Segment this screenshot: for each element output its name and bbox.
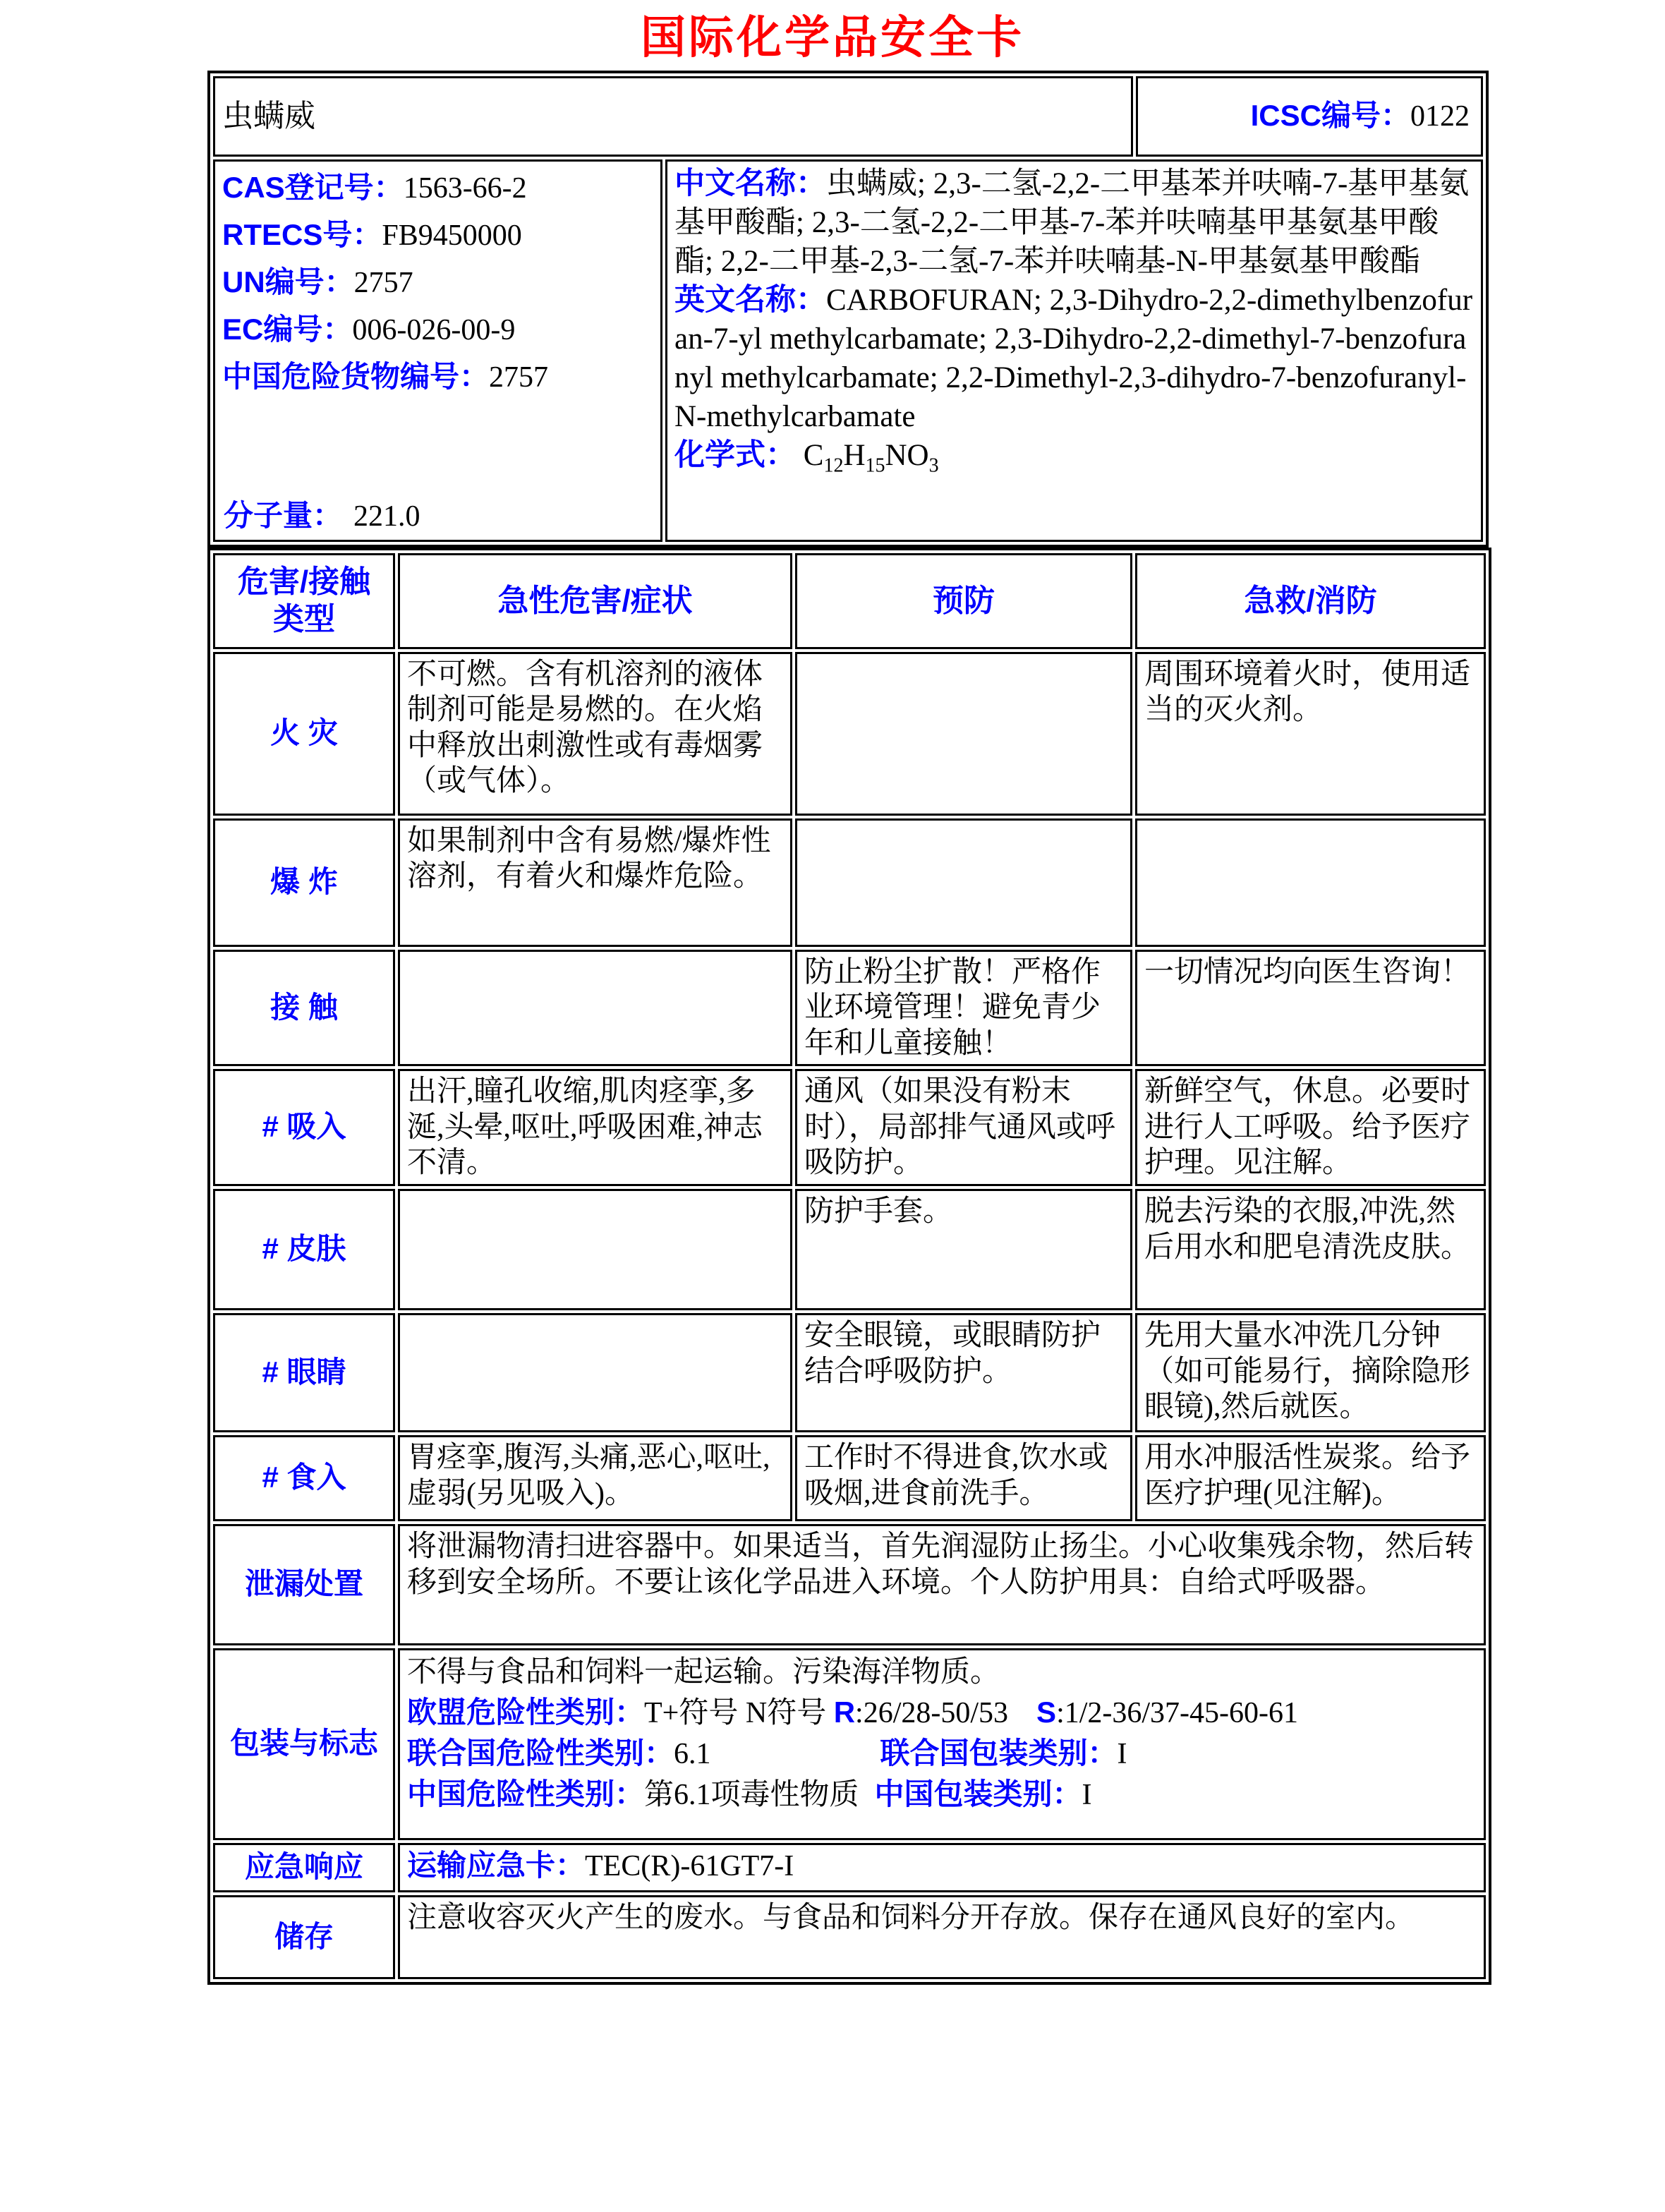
ingestion-prevention-cell: 工作时不得进食,饮水或吸烟,进食前洗手。 [795,1435,1132,1521]
column-header-hazard-type: 危害/接触类型 [213,553,395,649]
row-label-eyes: # 眼睛 [213,1313,395,1432]
row-label-explosion: 爆 炸 [213,818,395,947]
explosion-prevention-cell [795,818,1132,947]
packaging-eu-classification: 欧盟危险性类别：T+符号 N符号 R:26/28-50/53 S:1/2-36/37-45-60-61 [407,1696,1299,1730]
contact-prevention-cell: 防止粉尘扩散！严格作业环境管理！避免青少年和儿童接触！ [795,950,1132,1066]
molecular-weight-label: 分子量： [224,498,343,532]
packaging-cn-classification: 中国危险性类别：第6.1项毒性物质 中国包装类别：I [407,1777,1092,1811]
chemical-name-cell [213,76,1133,157]
hazard-table [207,548,1491,1985]
eyes-firstaid-cell: 先用大量水冲洗几分钟（如可能易行，摘除隐形眼镜),然后就医。 [1135,1313,1486,1432]
skin-prevention-cell: 防护手套。 [795,1189,1132,1310]
fire-firstaid-cell: 周围环境着火时，使用适当的灭火剂。 [1135,652,1486,816]
eyes-symptoms-cell [398,1313,792,1432]
id-row-un [222,259,653,306]
inhalation-prevention-cell: 通风（如果没有粉末时），局部排气通风或呼吸防护。 [795,1069,1132,1186]
row-label-fire: 火 灾 [213,652,395,816]
page-title: 国际化学品安全卡 [641,12,1024,63]
chinese-name-label: 中文名称： [674,167,826,200]
icsc-number-label: ICSC编号： [1250,99,1410,133]
row-label-packaging: 包装与标志 [213,1648,395,1840]
table-row-ingestion [213,1435,1486,1521]
emergency-text-cell [398,1843,1486,1892]
chemical-formula-value: $C_{12}H_{15}NO_3$ [803,439,939,477]
english-name-label: 英文名称： [674,283,826,318]
id-row-rtecs [222,212,653,259]
inhalation-symptoms-cell: 出汗,瞳孔收缩,肌肉痉挛,多涎,头晕,呕吐,呼吸困难,神志不清。 [398,1069,792,1186]
chemical-formula-label: 化学式： [674,438,796,473]
english-name [674,281,1474,436]
molecular-weight-value: 221.0 [353,500,420,533]
row-label-ingestion: # 食入 [213,1435,395,1521]
ingestion-firstaid-cell: 用水冲服活性炭浆。给予医疗护理(见注解)。 [1135,1435,1486,1521]
un-value: 2757 [353,267,413,300]
id-row-china-dg [222,353,653,401]
chemical-name: 虫螨威 [222,98,315,133]
packaging-un-classification: 联合国危险性类别：6.1 联合国包装类别：I [407,1736,1127,1770]
icsc-number-cell [1136,76,1483,157]
molecular-weight [224,498,420,534]
spill-text-cell: 将泄漏物清扫进容器中。如果适当，首先润湿防止扬尘。小心收集残余物，然后转移到安全场所。不要让该化学品进入环境。个人防护用具：自给式呼吸器。 [398,1524,1486,1645]
skin-firstaid-cell: 脱去污染的衣服,冲洗,然后用水和肥皂清洗皮肤。 [1135,1189,1486,1310]
packaging-transport-note: 不得与食品和饲料一起运输。污染海洋物质。 [407,1656,1000,1689]
table-row-spill [213,1524,1486,1645]
table-row-emergency [213,1843,1486,1892]
chemical-formula [674,436,1474,475]
cas-value: 1563-66-2 [403,172,527,205]
un-label: UN编号： [222,265,354,299]
ec-value: 006-026-00-9 [352,314,516,347]
fire-symptoms-cell: 不可燃。含有机溶剂的液体制剂可能是易燃的。在火焰中释放出刺激性或有毒烟雾（或气体）。 [398,652,792,816]
row-label-storage: 储存 [213,1895,395,1979]
contact-symptoms-cell [398,950,792,1066]
table-row-explosion [213,818,1486,947]
header-table [207,71,1489,548]
ingestion-symptoms-cell: 胃痉挛,腹泻,头痛,恶心,呕吐,虚弱(另见吸入)。 [398,1435,792,1521]
china-dg-value: 2757 [489,361,549,394]
row-label-inhalation: # 吸入 [213,1069,395,1186]
row-label-emergency: 应急响应 [213,1843,395,1892]
table-row-skin [213,1189,1486,1310]
chinese-name [674,164,1474,281]
ec-label: EC编号： [222,313,353,346]
row-label-contact: 接 触 [213,950,395,1066]
column-header-symptoms: 急性危害/症状 [398,553,792,649]
explosion-firstaid-cell [1135,818,1486,947]
id-row-ec [222,306,653,353]
icsc-number-value: 0122 [1410,100,1470,133]
row-label-spill: 泄漏处置 [213,1524,395,1645]
table-row-eyes [213,1313,1486,1432]
storage-text-cell: 注意收容灭火产生的废水。与食品和饲料分开存放。保存在通风良好的室内。 [398,1895,1486,1979]
table-row-packaging [213,1648,1486,1840]
table-row-contact [213,950,1486,1066]
chemical-names-cell [665,159,1483,542]
inhalation-firstaid-cell: 新鲜空气，休息。必要时进行人工呼吸。给予医疗护理。见注解。 [1135,1069,1486,1186]
column-header-firstaid: 急救/消防 [1135,553,1486,649]
row-label-skin: # 皮肤 [213,1189,395,1310]
rtecs-label: RTECS号： [222,218,382,252]
contact-firstaid-cell: 一切情况均向医生咨询！ [1135,950,1486,1066]
rtecs-value: FB9450000 [382,219,522,253]
table-row-inhalation [213,1069,1486,1186]
packaging-text-cell [398,1648,1486,1840]
table-row-fire [213,652,1486,816]
fire-prevention-cell [795,652,1132,816]
transport-card-value: TEC(R)-61GT7-I [585,1850,794,1883]
cas-label: CAS登记号： [222,171,404,204]
id-row-cas [222,164,653,212]
table-row-storage [213,1895,1486,1979]
registry-ids-cell [213,159,662,542]
chinese-name-value: 虫螨威; 2,3-二氢-2,2-二甲基苯并呋喃-7-基甲基氨基甲酸酯; 2,3-二氢-2,2-二甲基-7-苯并呋喃基甲基氨基甲酸酯; 2,2-二甲基-2,3-二氢-7-苯并呋喃基-N-甲基氨基甲酸酯 [674,167,1470,279]
explosion-symptoms-cell: 如果制剂中含有易燃/爆炸性溶剂，有着火和爆炸危险。 [398,818,792,947]
skin-symptoms-cell [398,1189,792,1310]
eyes-prevention-cell: 安全眼镜，或眼睛防护结合呼吸防护。 [795,1313,1132,1432]
safety-card [207,71,1483,1985]
transport-card-label: 运输应急卡： [407,1849,586,1882]
column-header-prevention: 预防 [795,553,1132,649]
china-dg-label: 中国危险货物编号： [222,360,490,394]
english-name-value: CARBOFURAN; 2,3-Dihydro-2,2-dimethylbenzofuran-7-yl methylcarbamate; 2,3-Dihydro-2,2-dimethyl-7-benzofuranyl methylcarbamate; 2,2-Dimethyl-2,3-dihydro-7-benzofuranyl-N-methylcarbamate [674,284,1473,434]
